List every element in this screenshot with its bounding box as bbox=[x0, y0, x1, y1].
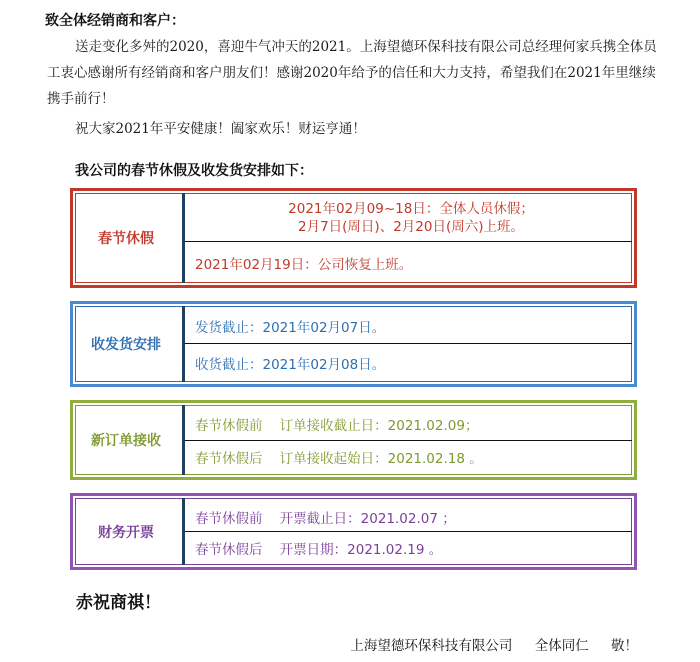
section-label: 春节休假 bbox=[98, 231, 154, 247]
schedule-subheading: 我公司的春节休假及收发货安排如下： bbox=[75, 163, 313, 179]
section-invoicing bbox=[70, 493, 637, 570]
section-shipping bbox=[70, 301, 637, 387]
section-holiday bbox=[70, 188, 637, 288]
row-separator bbox=[185, 241, 632, 242]
row-text: 收货截止：2021年02月08日。 bbox=[195, 357, 386, 373]
section-row bbox=[195, 408, 627, 440]
section-divider bbox=[182, 193, 185, 283]
section-row bbox=[195, 196, 627, 240]
row-text: 春节休假后 开票日期：2021.02.19 。 bbox=[195, 542, 443, 558]
section-label: 收发货安排 bbox=[91, 337, 161, 353]
row-text: 春节休假前 开票截止日：2021.02.07 ； bbox=[195, 510, 456, 527]
closing-congrats: 赤祝商祺！ bbox=[76, 593, 161, 613]
section-divider bbox=[182, 306, 185, 382]
section-label: 新订单接收 bbox=[91, 433, 161, 449]
closing-signature: 上海望德环保科技有限公司 全体同仁 敬！ bbox=[350, 638, 638, 654]
row-text: 春节休假后 订单接收起始日：2021.02.18 。 bbox=[195, 451, 483, 467]
row-text: 春节休假前 订单接收截止日：2021.02.09； bbox=[195, 418, 479, 434]
letter-greeting: 致全体经销商和客户： bbox=[45, 13, 185, 29]
section-label: 财务开票 bbox=[98, 524, 154, 541]
section-new-orders bbox=[70, 400, 637, 480]
letter-paragraph-thanks: 送走变化多舛的2020，喜迎牛气冲天的2021。上海望德环保科技有限公司总经理何家兵携全体员工衷心感谢所有经销商和客户朋友们！感谢2020年给予的信任和大力支持，希望我们在2021年里继续携手前行！ bbox=[47, 39, 657, 107]
section-row bbox=[195, 345, 627, 381]
section-row bbox=[195, 532, 627, 564]
row-text: 发货截止：2021年02月07日。 bbox=[195, 320, 386, 336]
row-separator bbox=[185, 343, 632, 344]
row-text: 2月7日(周日)、2月20日(周六)上班。 bbox=[297, 219, 524, 235]
section-row bbox=[195, 501, 627, 532]
row-text: 2021年02月19日：公司恢复上班。 bbox=[195, 257, 413, 273]
section-row bbox=[195, 441, 627, 473]
row-text: 2021年02月09~18日：全体人员休假； bbox=[288, 201, 534, 217]
letter-paragraph-wishes: 祝大家2021年平安健康！阖家欢乐！财运亨通！ bbox=[75, 121, 366, 137]
section-row bbox=[195, 309, 627, 343]
section-row bbox=[195, 244, 627, 282]
